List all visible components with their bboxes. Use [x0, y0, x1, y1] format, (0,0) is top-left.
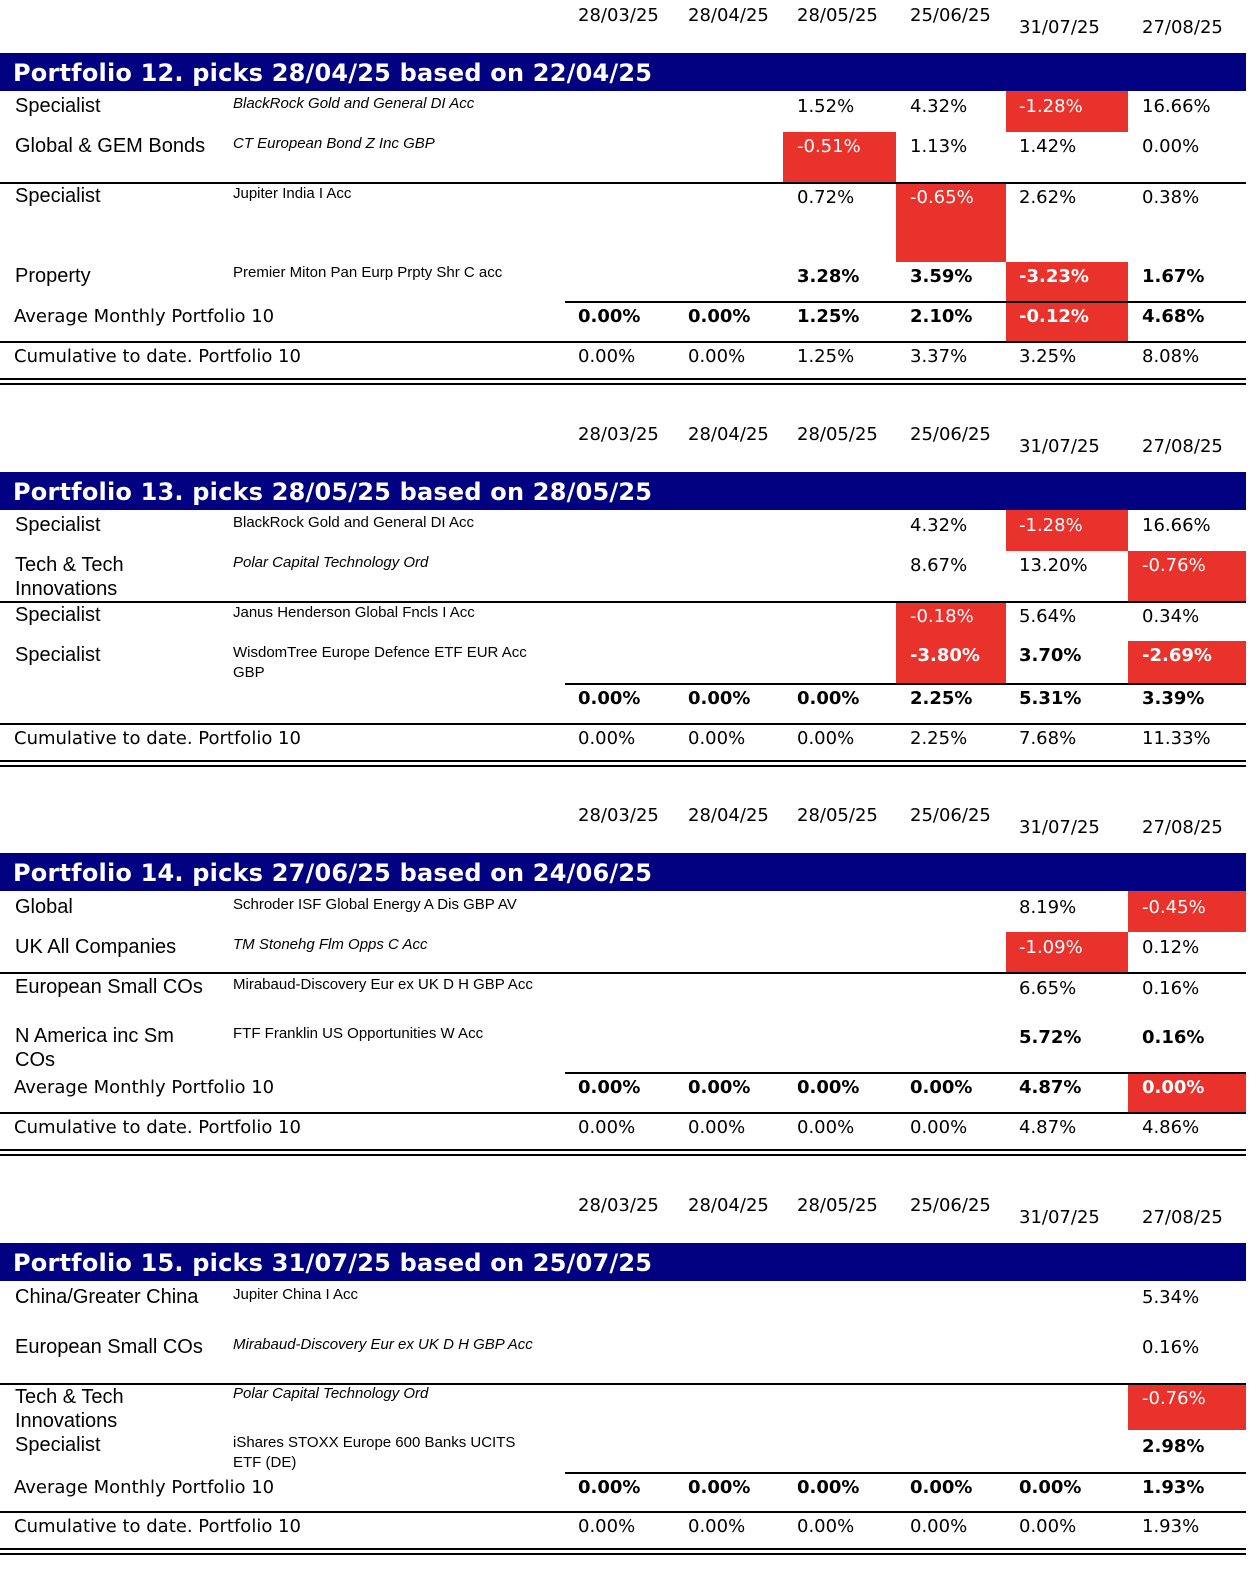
column-header-date: 28/03/25: [578, 5, 659, 26]
average-value: 2.10%: [910, 306, 973, 327]
column-header-date: 28/03/25: [578, 1195, 659, 1216]
row-value: 0.16%: [1142, 978, 1200, 999]
average-value: 0.00%: [797, 1077, 860, 1098]
row-fund-name: WisdomTree Europe Defence ETF EUR Acc GBP: [233, 644, 527, 681]
row-fund-name: Mirabaud-Discovery Eur ex UK D H GBP Acc: [233, 1336, 533, 1353]
row-value: 13.20%: [1019, 555, 1088, 576]
cumulative-value: 0.00%: [688, 1516, 746, 1537]
column-header-date: 28/05/25: [797, 5, 878, 26]
row-category: Specialist: [15, 185, 101, 207]
row-value: 16.66%: [1142, 515, 1211, 536]
row-value: 6.65%: [1019, 978, 1077, 999]
row-category: Specialist: [15, 514, 101, 536]
cumulative-value: 4.87%: [1019, 1117, 1077, 1138]
average-value: 1.93%: [1142, 1477, 1205, 1498]
average-value: 4.68%: [1142, 306, 1205, 327]
column-header-date: 27/08/25: [1142, 436, 1223, 457]
column-header-date: 28/04/25: [688, 424, 769, 445]
column-header-date: 31/07/25: [1019, 1207, 1100, 1228]
row-fund-name: Jupiter India I Acc: [233, 185, 352, 202]
column-header-date: 27/08/25: [1142, 17, 1223, 38]
average-value: 0.00%: [578, 306, 641, 327]
row-category: N America inc Sm COs: [15, 1025, 174, 1071]
row-divider: [0, 1112, 1246, 1114]
row-value: 2.98%: [1142, 1436, 1205, 1457]
average-value: 0.00%: [797, 688, 860, 709]
cumulative-value: 3.37%: [910, 346, 968, 367]
row-divider: [565, 301, 1246, 303]
column-header-date: 25/06/25: [910, 5, 991, 26]
cumulative-value: 0.00%: [797, 728, 855, 749]
cumulative-value: 0.00%: [797, 1516, 855, 1537]
section-double-rule: [0, 1548, 1246, 1555]
column-header-date: 27/08/25: [1142, 817, 1223, 838]
average-value: -0.12%: [1019, 306, 1089, 327]
row-category: Specialist: [15, 604, 101, 626]
average-value: 0.00%: [688, 306, 751, 327]
row-category: Global & GEM Bonds: [15, 135, 206, 157]
portfolio-title-bar: [0, 472, 1246, 510]
row-value: 4.32%: [910, 96, 968, 117]
portfolio-title: Portfolio 14. picks 27/06/25 based on 24/06/25: [13, 859, 653, 887]
cumulative-value: 3.25%: [1019, 346, 1077, 367]
cumulative-value: 0.00%: [688, 728, 746, 749]
cumulative-label: Cumulative to date. Portfolio 10: [14, 1516, 301, 1537]
average-value: 0.00%: [688, 688, 751, 709]
row-value: 8.67%: [910, 555, 968, 576]
row-value: 4.32%: [910, 515, 968, 536]
cumulative-value: 11.33%: [1142, 728, 1211, 749]
row-value: 3.59%: [910, 266, 973, 287]
cumulative-value: 0.00%: [578, 1117, 636, 1138]
average-value: 0.00%: [797, 1477, 860, 1498]
row-category: Specialist: [15, 1434, 101, 1456]
row-value: -0.51%: [797, 136, 861, 157]
row-value: -0.76%: [1142, 555, 1206, 576]
row-value: 0.38%: [1142, 187, 1200, 208]
row-value: 0.16%: [1142, 1027, 1205, 1048]
row-fund-name: Polar Capital Technology Ord: [233, 554, 429, 571]
portfolio-title: Portfolio 15. picks 31/07/25 based on 25/07/25: [13, 1249, 653, 1277]
column-header-date: 28/05/25: [797, 1195, 878, 1216]
row-value: 3.70%: [1019, 645, 1082, 666]
row-category: Tech & Tech Innovations: [15, 554, 124, 600]
row-divider: [0, 1511, 1246, 1513]
row-category: Tech & Tech Innovations: [15, 1386, 124, 1432]
cumulative-value: 2.25%: [910, 728, 968, 749]
section-double-rule: [0, 378, 1246, 385]
average-value: 0.00%: [1142, 1077, 1205, 1098]
column-header-date: 28/05/25: [797, 805, 878, 826]
row-category: Global: [15, 896, 73, 918]
average-label: Average Monthly Portfolio 10: [14, 1477, 275, 1498]
portfolio-13-block: [0, 419, 1256, 809]
row-divider: [0, 723, 1246, 725]
row-divider: [0, 182, 1246, 184]
cumulative-value: 1.93%: [1142, 1516, 1200, 1537]
cumulative-value: 0.00%: [688, 346, 746, 367]
average-label: Average Monthly Portfolio 10: [14, 306, 275, 327]
column-header-date: 28/05/25: [797, 424, 878, 445]
row-divider: [565, 1472, 1246, 1474]
cumulative-value: 4.86%: [1142, 1117, 1200, 1138]
average-value: 0.00%: [910, 1077, 973, 1098]
cumulative-value: 0.00%: [797, 1117, 855, 1138]
row-value: 5.34%: [1142, 1287, 1200, 1308]
row-value: 1.52%: [797, 96, 855, 117]
portfolio-title-bar: [0, 53, 1246, 91]
row-category: Specialist: [15, 644, 101, 666]
row-value: 1.42%: [1019, 136, 1077, 157]
column-header-date: 28/04/25: [688, 1195, 769, 1216]
row-value: 5.72%: [1019, 1027, 1082, 1048]
row-value: -0.76%: [1142, 1388, 1206, 1409]
row-value: -1.09%: [1019, 937, 1083, 958]
row-fund-name: TM Stonehg Flm Opps C Acc: [233, 936, 428, 953]
row-value: 2.62%: [1019, 187, 1077, 208]
row-fund-name: FTF Franklin US Opportunities W Acc: [233, 1025, 484, 1042]
row-value: 8.19%: [1019, 897, 1077, 918]
column-header-date: 25/06/25: [910, 424, 991, 445]
row-category: UK All Companies: [15, 936, 177, 958]
portfolio-title: Portfolio 12. picks 28/04/25 based on 22/04/25: [13, 59, 653, 87]
row-fund-name: Jupiter China I Acc: [233, 1286, 359, 1303]
row-value: -0.18%: [910, 606, 974, 627]
cumulative-value: 7.68%: [1019, 728, 1077, 749]
portfolio-14-block: [0, 800, 1256, 1190]
row-value: -3.80%: [910, 645, 980, 666]
row-category: European Small COs: [15, 976, 203, 998]
average-value: 0.00%: [578, 688, 641, 709]
average-value: 0.00%: [688, 1077, 751, 1098]
row-fund-name: iShares STOXX Europe 600 Banks UCITS ETF (DE): [233, 1434, 516, 1471]
average-label: Average Monthly Portfolio 10: [14, 1077, 275, 1098]
row-value: 0.00%: [1142, 136, 1200, 157]
column-header-date: 31/07/25: [1019, 817, 1100, 838]
row-value: 3.28%: [797, 266, 860, 287]
row-fund-name: Polar Capital Technology Ord: [233, 1385, 429, 1402]
portfolio-15-block: [0, 1190, 1256, 1580]
average-value: 3.39%: [1142, 688, 1205, 709]
row-value: 0.34%: [1142, 606, 1200, 627]
cumulative-value: 1.25%: [797, 346, 855, 367]
row-category: European Small COs: [15, 1336, 203, 1358]
section-double-rule: [0, 1149, 1246, 1156]
column-header-date: 28/04/25: [688, 805, 769, 826]
row-divider: [0, 601, 1246, 603]
cumulative-value: 0.00%: [1019, 1516, 1077, 1537]
column-header-date: 25/06/25: [910, 1195, 991, 1216]
average-value: 0.00%: [578, 1077, 641, 1098]
average-value: 0.00%: [578, 1477, 641, 1498]
portfolio-title-bar: [0, 1243, 1246, 1281]
row-fund-name: Janus Henderson Global Fncls I Acc: [233, 604, 475, 621]
row-value: 16.66%: [1142, 96, 1211, 117]
cumulative-value: 0.00%: [578, 1516, 636, 1537]
row-value: -3.23%: [1019, 266, 1089, 287]
cumulative-label: Cumulative to date. Portfolio 10: [14, 346, 301, 367]
row-value: 0.12%: [1142, 937, 1200, 958]
row-value: 0.72%: [797, 187, 855, 208]
row-value: 0.16%: [1142, 1337, 1200, 1358]
row-category: Specialist: [15, 95, 101, 117]
column-header-date: 31/07/25: [1019, 436, 1100, 457]
row-value: -1.28%: [1019, 96, 1083, 117]
average-value: 5.31%: [1019, 688, 1082, 709]
row-fund-name: BlackRock Gold and General DI Acc: [233, 95, 475, 112]
average-value: 0.00%: [910, 1477, 973, 1498]
row-fund-name: Schroder ISF Global Energy A Dis GBP AV: [233, 896, 517, 913]
column-header-date: 25/06/25: [910, 805, 991, 826]
row-fund-name: Premier Miton Pan Eurp Prpty Shr C acc: [233, 264, 503, 281]
row-fund-name: Mirabaud-Discovery Eur ex UK D H GBP Acc: [233, 976, 533, 993]
cumulative-value: 0.00%: [910, 1117, 968, 1138]
cumulative-value: 0.00%: [688, 1117, 746, 1138]
average-value: 0.00%: [688, 1477, 751, 1498]
average-value: 0.00%: [1019, 1477, 1082, 1498]
column-header-date: 27/08/25: [1142, 1207, 1223, 1228]
column-header-date: 31/07/25: [1019, 17, 1100, 38]
average-value: 2.25%: [910, 688, 973, 709]
row-value: -2.69%: [1142, 645, 1212, 666]
row-value: 1.13%: [910, 136, 968, 157]
column-header-date: 28/03/25: [578, 424, 659, 445]
column-header-date: 28/04/25: [688, 5, 769, 26]
portfolio-title-bar: [0, 853, 1246, 891]
row-divider: [0, 341, 1246, 343]
row-fund-name: CT European Bond Z Inc GBP: [233, 135, 435, 152]
cumulative-label: Cumulative to date. Portfolio 10: [14, 1117, 301, 1138]
row-divider: [0, 972, 1246, 974]
row-category: Property: [15, 265, 91, 287]
cumulative-value: 0.00%: [578, 346, 636, 367]
cumulative-value: 8.08%: [1142, 346, 1200, 367]
average-value: 1.25%: [797, 306, 860, 327]
cumulative-value: 0.00%: [578, 728, 636, 749]
row-value: 1.67%: [1142, 266, 1205, 287]
row-value: -0.45%: [1142, 897, 1206, 918]
row-value: -1.28%: [1019, 515, 1083, 536]
row-value: 5.64%: [1019, 606, 1077, 627]
column-header-date: 28/03/25: [578, 805, 659, 826]
row-category: China/Greater China: [15, 1286, 199, 1308]
section-double-rule: [0, 760, 1246, 767]
row-fund-name: BlackRock Gold and General DI Acc: [233, 514, 474, 531]
portfolio-12-block: [0, 0, 1256, 390]
cumulative-value: 0.00%: [910, 1516, 968, 1537]
average-value: 4.87%: [1019, 1077, 1082, 1098]
row-value: -0.65%: [910, 187, 974, 208]
cumulative-label: Cumulative to date. Portfolio 10: [14, 728, 301, 749]
portfolio-title: Portfolio 13. picks 28/05/25 based on 28/05/25: [13, 478, 653, 506]
row-divider: [565, 683, 1246, 685]
